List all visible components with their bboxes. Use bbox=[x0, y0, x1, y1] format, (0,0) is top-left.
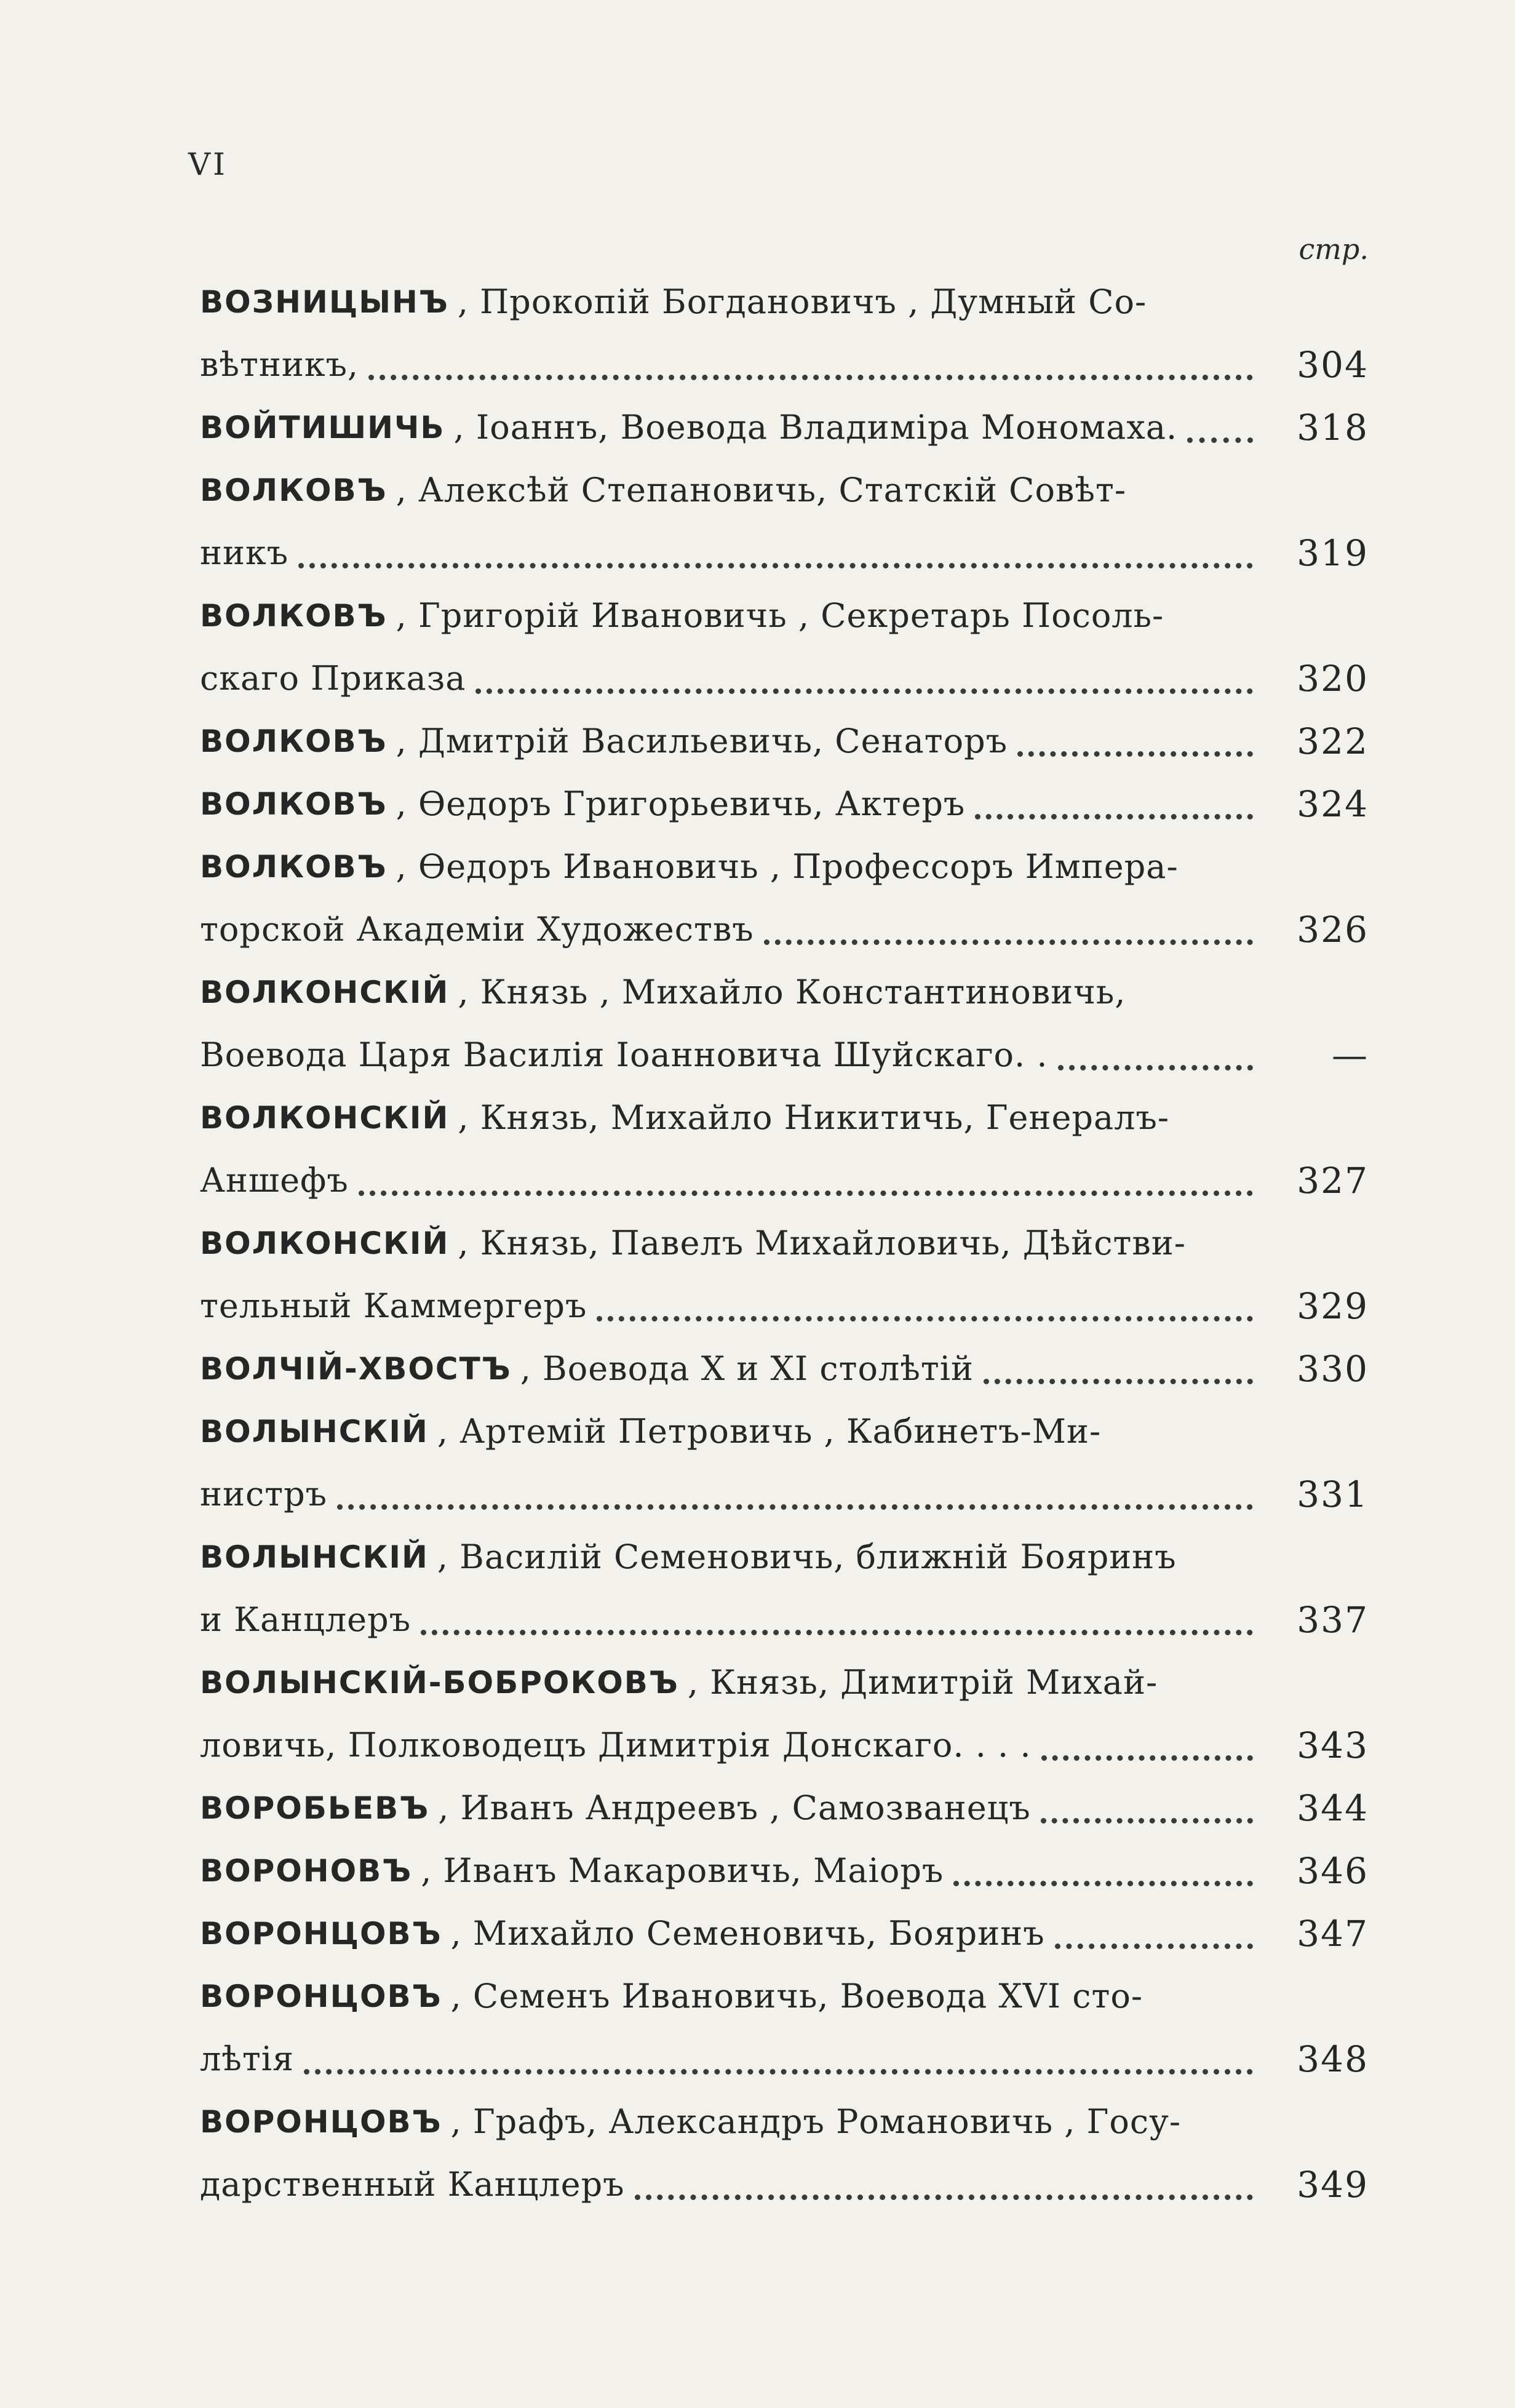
toc-entry bbox=[200, 961, 1369, 1086]
dot-leaders bbox=[597, 1315, 1253, 1322]
toc-entry bbox=[200, 459, 1369, 584]
entry-surname: ВОРОНЦОВЪ bbox=[200, 1979, 442, 2014]
entry-page-number: 337 bbox=[1297, 1599, 1369, 1641]
entry-description: , Іоаннъ, Воевода Владиміра Мономаха. bbox=[453, 408, 1178, 447]
toc-entry-line bbox=[200, 1589, 1369, 1651]
entry-surname: ВОЛЧІЙ-ХВОСТЪ bbox=[200, 1351, 512, 1387]
entry-description: , Воевода X и XI столѣтій bbox=[520, 1349, 974, 1388]
dot-leaders bbox=[1058, 1064, 1253, 1070]
toc-entry bbox=[200, 2091, 1369, 2216]
toc-entry-line bbox=[200, 1149, 1369, 1212]
toc-entry-line bbox=[200, 1902, 1369, 1965]
entry-page-number: 347 bbox=[1297, 1913, 1369, 1955]
toc-entry-line bbox=[200, 2153, 1369, 2216]
toc-entry bbox=[200, 1526, 1369, 1651]
entry-page-number: 320 bbox=[1297, 658, 1369, 700]
entry-description: , Князь, Димитрій Михай- bbox=[687, 1663, 1158, 1702]
dot-leaders bbox=[1055, 1943, 1253, 1949]
entry-page-number: 318 bbox=[1297, 407, 1369, 449]
entry-description: тельный Каммергеръ bbox=[200, 1286, 587, 1325]
entry-description: никъ bbox=[200, 533, 289, 572]
toc-entry-line bbox=[200, 2028, 1369, 2091]
entry-surname: ВОЛКОВЪ bbox=[200, 849, 388, 885]
entry-page-number: 344 bbox=[1297, 1787, 1369, 1829]
toc-entry bbox=[200, 1400, 1369, 1526]
entry-description: , Григорій Ивановичь , Секретарь Посоль- bbox=[396, 596, 1164, 635]
dot-leaders bbox=[475, 688, 1253, 694]
entry-description: , Семенъ Ивановичь, Воевода XVI сто- bbox=[450, 1977, 1143, 2015]
toc-entry-line bbox=[200, 396, 1369, 459]
entry-description: дарственный Канцлеръ bbox=[200, 2165, 625, 2204]
entry-description: , Иванъ Андреевъ , Самозванецъ bbox=[438, 1788, 1031, 1827]
page-column-heading: стр. bbox=[1298, 233, 1369, 266]
entry-page-number: 326 bbox=[1297, 909, 1369, 951]
dot-leaders bbox=[1017, 751, 1253, 757]
toc-entry bbox=[200, 773, 1369, 835]
toc-entry-line bbox=[200, 1400, 1369, 1463]
entry-page-number: 346 bbox=[1297, 1850, 1369, 1892]
toc-entry bbox=[200, 1965, 1369, 2091]
entry-surname: ВОРОНЦОВЪ bbox=[200, 2104, 442, 2140]
entry-description: торской Академіи Художествъ bbox=[200, 910, 754, 949]
toc-entry-line bbox=[200, 522, 1369, 584]
toc-entry-line bbox=[200, 1275, 1369, 1338]
entry-page-number: 331 bbox=[1297, 1473, 1369, 1515]
entry-description: , Михайло Семеновичь, Бояринъ bbox=[450, 1914, 1045, 1953]
entry-description: , Василій Семеновичь, ближній Бояринъ bbox=[437, 1537, 1177, 1576]
entry-surname: ВОЙТИШИЧЬ bbox=[200, 410, 445, 445]
entry-page-number: 343 bbox=[1297, 1724, 1369, 1766]
toc-entry-line bbox=[200, 1840, 1369, 1902]
table-of-contents bbox=[200, 271, 1369, 2216]
entry-surname: ВОЛКОВЪ bbox=[200, 472, 388, 508]
toc-entry-line bbox=[200, 898, 1369, 961]
dot-leaders bbox=[1187, 437, 1253, 443]
dot-leaders bbox=[1041, 1817, 1253, 1824]
dot-leaders bbox=[764, 939, 1253, 945]
entry-description: и Канцлеръ bbox=[200, 1600, 412, 1639]
toc-entry-line bbox=[200, 961, 1369, 1024]
toc-entry bbox=[200, 396, 1369, 459]
toc-entry bbox=[200, 1777, 1369, 1840]
toc-entry bbox=[200, 1212, 1369, 1338]
toc-entry-line bbox=[200, 710, 1369, 773]
entry-surname: ВОРОНЦОВЪ bbox=[200, 1916, 442, 1952]
toc-entry bbox=[200, 1840, 1369, 1902]
entry-surname: ВОЛЫНСКІЙ bbox=[200, 1414, 429, 1449]
toc-entry-line bbox=[200, 333, 1369, 396]
dot-leaders bbox=[1041, 1755, 1253, 1761]
entry-surname: ВОЛКОНСКІЙ bbox=[200, 1100, 450, 1136]
entry-description: , Князь , Михайло Константиновичь, bbox=[458, 973, 1126, 1011]
entry-description: Воевода Царя Василія Іоанновича Шуйскаго. . bbox=[200, 1035, 1048, 1074]
entry-page-number: 319 bbox=[1297, 532, 1369, 574]
toc-entry-line bbox=[200, 1651, 1369, 1714]
entry-description: , Графъ, Александръ Романовичь , Госу- bbox=[450, 2102, 1182, 2141]
toc-entry bbox=[200, 710, 1369, 773]
toc-entry bbox=[200, 1086, 1369, 1212]
entry-description: лѣтія bbox=[200, 2039, 295, 2078]
toc-entry-line bbox=[200, 1086, 1369, 1149]
entry-description: , Иванъ Макаровичь, Маіоръ bbox=[421, 1851, 944, 1890]
entry-page-number: 304 bbox=[1297, 344, 1369, 386]
toc-entry-line bbox=[200, 1965, 1369, 2028]
entry-description: , Ѳедоръ Григорьевичь, Актеръ bbox=[396, 784, 966, 823]
entry-description: , Прокопій Богдановичъ , Думный Со- bbox=[457, 282, 1147, 321]
toc-entry-line bbox=[200, 773, 1369, 835]
entry-page-number: 327 bbox=[1297, 1160, 1369, 1202]
entry-description: , Князь, Михайло Никитичь, Генералъ- bbox=[458, 1098, 1170, 1137]
entry-surname: ВОЛКОВЪ bbox=[200, 786, 388, 822]
entry-description: вѣтникъ, bbox=[200, 345, 359, 384]
entry-description: , Ѳедоръ Ивановичь , Профессоръ Импера- bbox=[396, 847, 1179, 886]
entry-page-number: 322 bbox=[1297, 720, 1369, 762]
entry-surname: ВОЛЫНСКІЙ-БОБРОКОВЪ bbox=[200, 1665, 679, 1700]
entry-description: , Князь, Павелъ Михайловичь, Дѣйстви- bbox=[458, 1224, 1186, 1262]
dot-leaders bbox=[421, 1629, 1253, 1635]
toc-entry-line bbox=[200, 1212, 1369, 1275]
dot-leaders bbox=[337, 1504, 1253, 1510]
entry-page-number: 329 bbox=[1297, 1285, 1369, 1327]
toc-entry-line bbox=[200, 647, 1369, 710]
entry-description: , Алексѣй Степановичь, Статскій Совѣт- bbox=[396, 471, 1127, 509]
dot-leaders bbox=[304, 2068, 1253, 2075]
entry-page-number: 324 bbox=[1297, 783, 1369, 825]
dot-leaders bbox=[953, 1880, 1253, 1886]
entry-page-number: 348 bbox=[1297, 2038, 1369, 2080]
toc-entry bbox=[200, 1651, 1369, 1777]
toc-entry bbox=[200, 271, 1369, 396]
toc-entry-line bbox=[200, 1714, 1369, 1777]
entry-surname: ВОЛКОВЪ bbox=[200, 598, 388, 634]
toc-entry-line bbox=[200, 1526, 1369, 1589]
entry-surname: ВОЛКОНСКІЙ bbox=[200, 1226, 450, 1261]
entry-description: скаго Приказа bbox=[200, 659, 466, 698]
entry-surname: ВОЗНИЦЫНЪ bbox=[200, 284, 449, 320]
entry-page-number: — bbox=[1332, 1034, 1369, 1076]
dot-leaders bbox=[975, 813, 1253, 819]
toc-entry-line bbox=[200, 1338, 1369, 1400]
toc-entry-line bbox=[200, 1463, 1369, 1526]
entry-surname: ВОЛКОВЪ bbox=[200, 724, 388, 759]
toc-entry bbox=[200, 1902, 1369, 1965]
entry-page-number: 330 bbox=[1297, 1348, 1369, 1390]
toc-entry-line bbox=[200, 459, 1369, 522]
toc-entry bbox=[200, 835, 1369, 961]
toc-entry-line bbox=[200, 1024, 1369, 1086]
dot-leaders bbox=[359, 1190, 1253, 1196]
dot-leaders bbox=[635, 2194, 1254, 2200]
entry-description: Аншефъ bbox=[200, 1161, 349, 1200]
toc-entry-line bbox=[200, 835, 1369, 898]
entry-surname: ВОЛЫНСКІЙ bbox=[200, 1539, 429, 1575]
entry-surname: ВОЛКОНСКІЙ bbox=[200, 975, 450, 1010]
entry-page-number: 349 bbox=[1297, 2164, 1369, 2206]
entry-description: нистръ bbox=[200, 1475, 328, 1513]
entry-description: , Дмитрій Васильевичь, Сенаторъ bbox=[396, 722, 1008, 760]
page-number: VI bbox=[188, 146, 228, 182]
toc-entry-line bbox=[200, 2091, 1369, 2153]
entry-description: , Артемій Петровичь , Кабинетъ-Ми- bbox=[437, 1412, 1102, 1451]
toc-entry-line bbox=[200, 584, 1369, 647]
entry-description: ловичь, Полководецъ Димитрія Донскаго. . . . bbox=[200, 1726, 1032, 1764]
dot-leaders bbox=[984, 1378, 1253, 1384]
entry-surname: ВОРОБЬЕВЪ bbox=[200, 1790, 430, 1826]
entry-surname: ВОРОНОВЪ bbox=[200, 1853, 413, 1889]
dot-leaders bbox=[298, 562, 1253, 568]
dot-leaders bbox=[368, 374, 1253, 380]
toc-entry-line bbox=[200, 1777, 1369, 1840]
toc-entry-line bbox=[200, 271, 1369, 333]
toc-entry bbox=[200, 1338, 1369, 1400]
toc-entry bbox=[200, 584, 1369, 710]
